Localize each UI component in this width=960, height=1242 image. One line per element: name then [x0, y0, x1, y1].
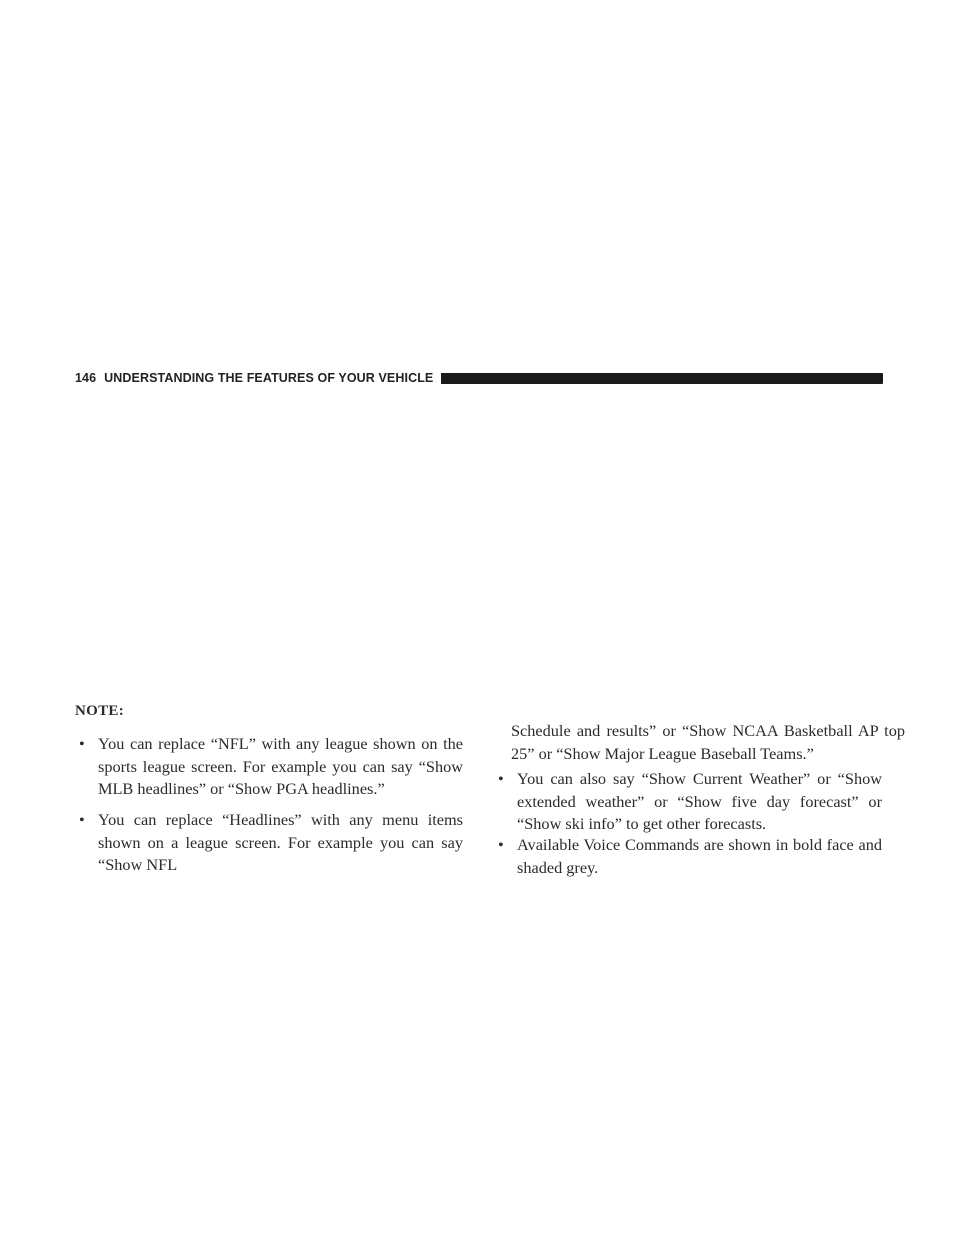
header-rule: [441, 373, 883, 384]
note-bullet-1: [75, 733, 463, 801]
bullet-glyph: •: [79, 810, 85, 829]
note-bullet-text: You can replace “Headlines” with any menu items shown on a league screen. For example you can say “Show NFL: [98, 810, 463, 874]
note-label: NOTE:: [75, 703, 125, 719]
page-number: 146: [75, 371, 97, 385]
note-bullet-2: [75, 809, 463, 877]
note-bullet-text: You can replace “NFL” with any league shown on the sports league screen. For example you can say “Show MLB headlines” or “Show PGA headlines.”: [98, 734, 463, 798]
note-bullet-text: Available Voice Commands are shown in bold face and shaded grey.: [517, 835, 882, 877]
bullet-glyph: •: [498, 835, 504, 854]
section-title: UNDERSTANDING THE FEATURES OF YOUR VEHICLE: [104, 371, 434, 385]
note-bullet-text: You can also say “Show Current Weather” or “Show extended weather” or “Show five day forecast” or “Show ski info” to get other forecasts.: [517, 769, 882, 833]
note-bullet-4: [494, 834, 882, 879]
page-header: [75, 370, 883, 386]
note-bullet-3: [494, 768, 882, 836]
bullet-glyph: •: [498, 769, 504, 788]
bullet-glyph: •: [79, 734, 85, 753]
note-bullet-2-continued: [488, 720, 905, 765]
note-bullet-text: Schedule and results” or “Show NCAA Basketball AP top 25” or “Show Major League Baseball Teams.”: [511, 721, 905, 763]
